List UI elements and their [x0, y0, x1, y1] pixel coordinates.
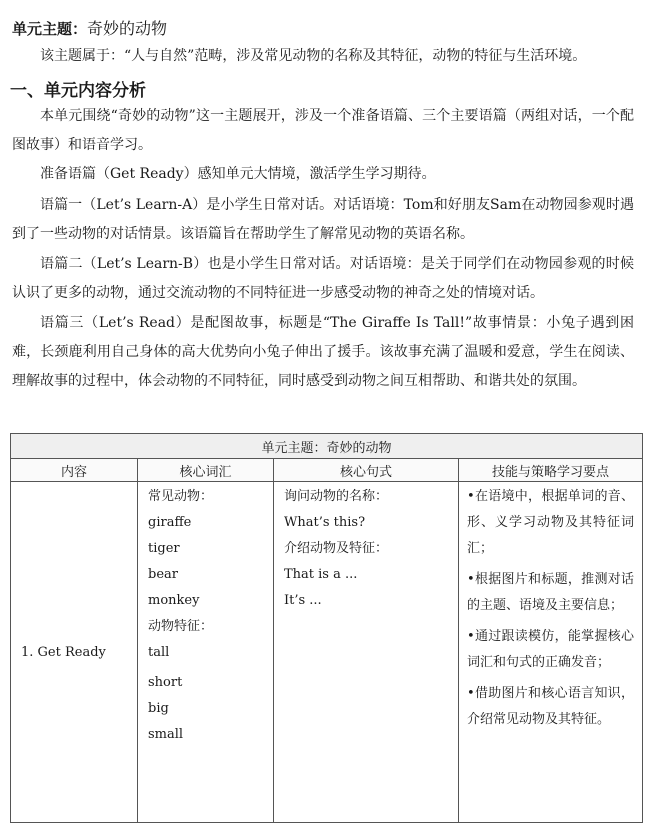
cell-content: 1. Get Ready — [11, 482, 138, 823]
vocab-item: tall — [148, 645, 170, 660]
unit-table — [10, 433, 643, 823]
table-row — [11, 482, 643, 823]
paragraph-learn-b: 语篇二（Let’s Learn-B）也是小学生日常对话。对话语境：是关于同学们在动物园参观的时候认识了更多的动物，通过交流动物的不同特征进一步感受动物的神奇之处的情境对话。 — [12, 256, 634, 301]
vocab-item: small — [148, 727, 184, 742]
header-vocab: 核心词汇 — [138, 459, 274, 482]
vocab-item: 常见动物： — [148, 489, 214, 504]
cell-vocab — [138, 482, 274, 823]
cell-sentences — [274, 482, 459, 823]
header-content: 内容 — [11, 459, 138, 482]
paragraph-get-ready: 准备语篇（Get Ready）感知单元大情境，激活学生学习期待。 — [40, 166, 436, 182]
paragraph-overview: 本单元围绕“奇妙的动物”这一主题展开，涉及一个准备语篇、三个主要语篇（两组对话，一个配图故事）和语音学习。 — [12, 108, 634, 153]
section-heading: 一、单元内容分析 — [10, 81, 146, 101]
vocab-item: tiger — [148, 541, 180, 556]
vocab-item: 动物特征： — [148, 619, 214, 634]
skill-item: •借助图片和核心语言知识，介绍常见动物及其特征。 — [467, 686, 635, 727]
table-title: 单元主题：奇妙的动物 — [11, 434, 643, 459]
sentence-item: 询问动物的名称： — [284, 489, 389, 504]
paragraph-learn-a: 语篇一（Let’s Learn-A）是小学生日常对话。对话语境：Tom和好朋友Sam在动物园参观时遇到了一些动物的对话情景。该语篇旨在帮助学生了解常见动物的英语名称。 — [12, 197, 634, 242]
skill-item: •根据图片和标题，推测对话的主题、语境及主要信息； — [467, 572, 635, 613]
sentence-item: 介绍动物及特征： — [284, 541, 389, 556]
header-skills: 技能与策略学习要点 — [459, 459, 643, 482]
intro-paragraph: 该主题属于：“人与自然”范畴，涉及常见动物的名称及其特征，动物的特征与生活环境。 — [40, 48, 587, 64]
sentence-item: What’s this? — [284, 515, 366, 530]
header-sentences: 核心句式 — [274, 459, 459, 482]
skill-item: •通过跟读模仿，能掌握核心词汇和句式的正确发音； — [467, 629, 635, 670]
vocab-item: big — [148, 701, 169, 716]
unit-theme-label: 单元主题： — [12, 20, 88, 38]
unit-theme — [12, 16, 167, 39]
skill-item: •在语境中，根据单词的音、形、义学习动物及其特征词汇； — [467, 489, 635, 556]
sentence-item: That is a ... — [284, 567, 358, 582]
vocab-item: bear — [148, 567, 178, 582]
sentence-item: It’s ... — [284, 593, 322, 608]
cell-skills — [459, 482, 643, 823]
vocab-item: short — [148, 675, 183, 690]
paragraph-read: 语篇三（Let’s Read）是配图故事，标题是“The Giraffe Is Tall!”故事情景：小兔子遇到困难，长颈鹿利用自己身体的高大优势向小兔子伸出了援手。该故事充满了温暖和爱意，学生在阅读、理解故事的过程中，体会动物的不同特征，同时感受到动物之间互相帮助、和谐共处的氛围。 — [12, 315, 634, 389]
vocab-item: giraffe — [148, 515, 192, 530]
unit-theme-value: 奇妙的动物 — [87, 19, 168, 38]
vocab-item: monkey — [148, 593, 200, 608]
